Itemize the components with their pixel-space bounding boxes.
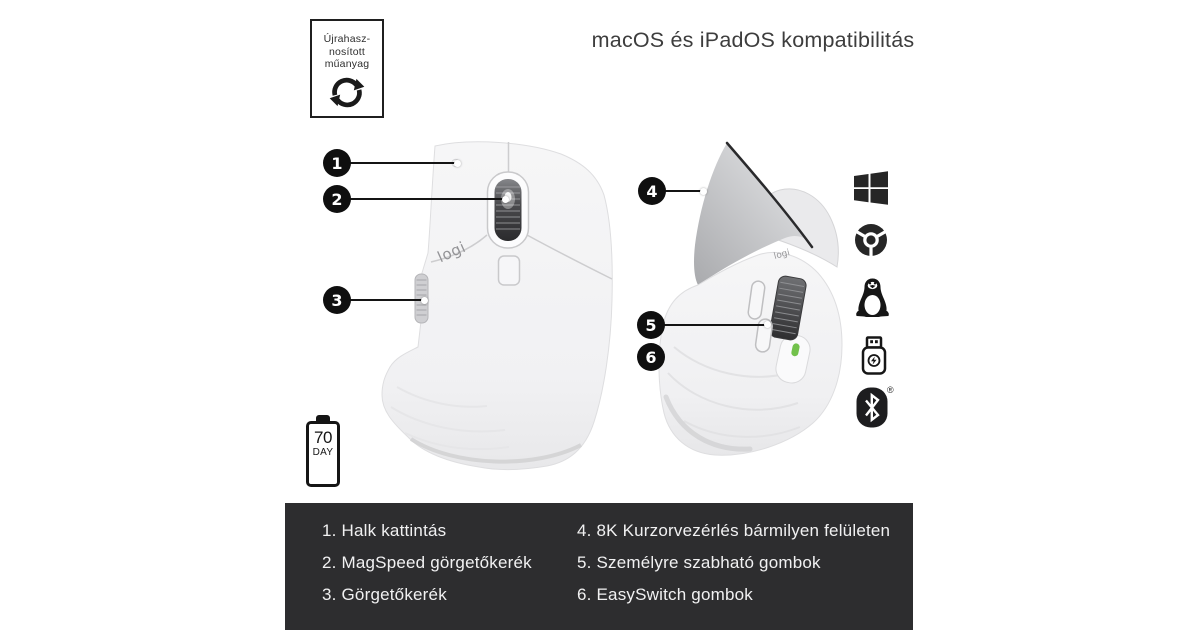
page-title: macOS és iPadOS kompatibilitás bbox=[591, 28, 915, 52]
badge-line-2: nosított bbox=[328, 45, 366, 58]
callout-line-2 bbox=[350, 198, 506, 200]
features-panel bbox=[285, 503, 913, 630]
logi-logo-top: logi bbox=[434, 237, 469, 267]
callout-3: 3 bbox=[323, 286, 351, 314]
recycled-plastic-label bbox=[312, 33, 382, 71]
mouse-top-view bbox=[375, 135, 620, 475]
callout-2: 2 bbox=[323, 185, 351, 213]
logi-logo-side: logi bbox=[772, 248, 792, 262]
feature-5: 5. Személyre szabható gombok bbox=[577, 553, 821, 572]
bluetooth-icon bbox=[855, 386, 889, 429]
linux-icon bbox=[855, 276, 890, 318]
callout-dot-1 bbox=[454, 160, 461, 167]
bluetooth-registered-mark: ® bbox=[887, 385, 894, 395]
callout-dot-5 bbox=[764, 321, 771, 328]
usb-receiver-icon bbox=[860, 336, 888, 376]
callout-line-5 bbox=[664, 324, 768, 326]
battery-days-value: 70 bbox=[314, 428, 332, 447]
callout-line-3 bbox=[350, 299, 425, 301]
chrome-icon bbox=[854, 223, 888, 257]
battery-days-unit: DAY bbox=[312, 447, 334, 458]
callout-dot-2 bbox=[502, 196, 509, 203]
feature-3: 3. Görgetőkerék bbox=[322, 585, 447, 604]
callout-line-4 bbox=[665, 190, 704, 192]
feature-1: 1. Halk kattintás bbox=[322, 521, 447, 540]
callout-dot-4 bbox=[700, 188, 707, 195]
callout-line-1 bbox=[350, 162, 458, 164]
feature-2: 2. MagSpeed görgetőkerék bbox=[322, 553, 532, 572]
feature-6: 6. EasySwitch gombok bbox=[577, 585, 753, 604]
recycle-icon bbox=[326, 75, 368, 109]
recycled-plastic-badge bbox=[310, 19, 384, 118]
callout-1: 1 bbox=[323, 149, 351, 177]
badge-line-1: Újrahasz- bbox=[323, 33, 371, 45]
magspeed-scroll-wheel bbox=[495, 179, 522, 241]
callout-6: 6 bbox=[637, 343, 665, 371]
badge-line-3: műanyag bbox=[324, 58, 370, 70]
windows-icon bbox=[854, 171, 888, 205]
feature-4: 4. 8K Kurzorvezérlés bármilyen felületen bbox=[577, 521, 891, 540]
mode-shift-button bbox=[499, 256, 520, 285]
callout-4: 4 bbox=[638, 177, 666, 205]
battery-life-badge bbox=[306, 421, 340, 487]
mouse-side-view bbox=[650, 135, 855, 465]
callout-dot-3 bbox=[421, 297, 428, 304]
callout-5: 5 bbox=[637, 311, 665, 339]
